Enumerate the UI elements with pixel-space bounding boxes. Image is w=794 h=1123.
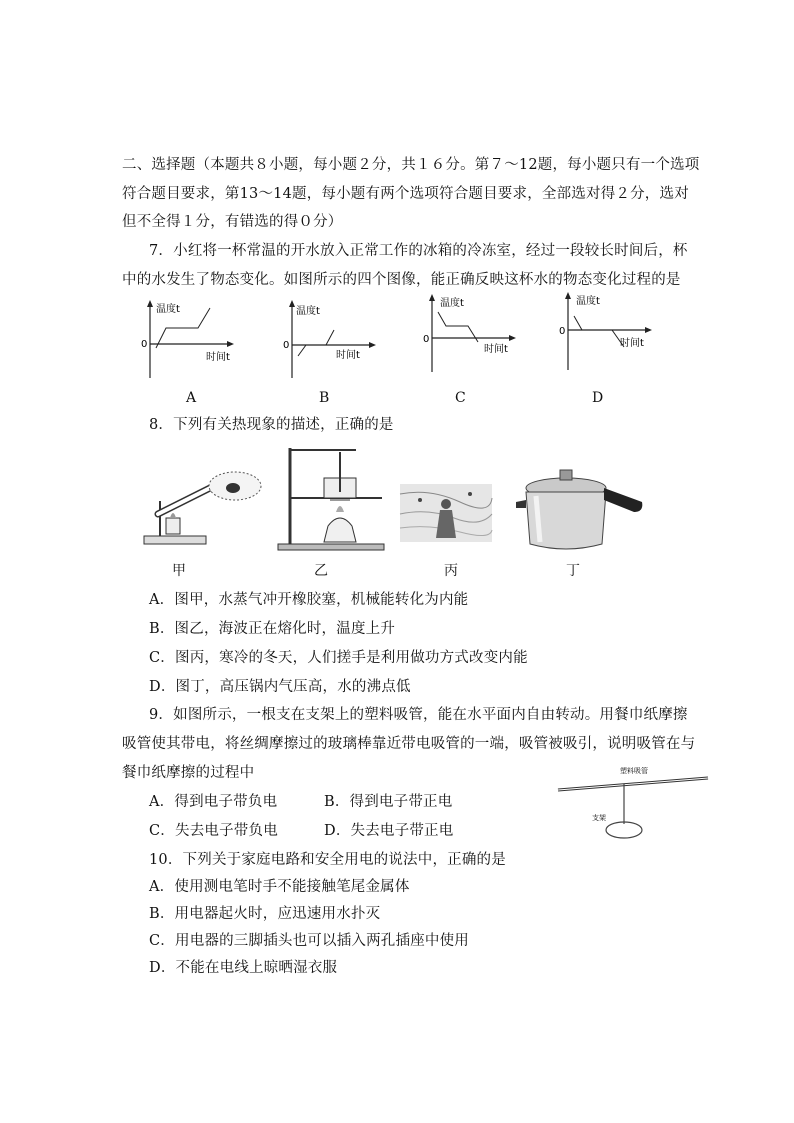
q7-graph-a	[130, 300, 240, 380]
q9-stem-line-1: 9．如图所示，一根支在支架上的塑料吸管，能在水平面内自由转动。用餐巾纸摩擦	[149, 707, 688, 723]
q7-label-d: D	[592, 390, 604, 406]
section-line-2: 符合题目要求，第13～14题，每小题有两个选项符合题目要求，全部选对得２分，选对	[122, 186, 689, 202]
q8-label-ding: 丁	[566, 563, 581, 579]
q9-straw-figure	[554, 762, 714, 842]
q8-image-bing	[400, 484, 492, 542]
q7-graph-c-origin: 0	[423, 334, 430, 345]
q9-option-c: C．失去电子带负电	[149, 823, 278, 839]
q9-option-b: B．得到电子带正电	[324, 794, 453, 810]
q8-label-jia: 甲	[172, 563, 187, 579]
q8-image-ding	[516, 466, 646, 552]
q7-graph-c-ylabel: 温度t	[440, 298, 464, 309]
q8-image-jia	[140, 466, 210, 548]
section-line-3: 但不全得１分，有错选的得０分）	[122, 214, 343, 230]
q7-graph-b	[272, 300, 382, 380]
q10-option-b: B．用电器起火时，应迅速用水扑灭	[149, 906, 381, 922]
q8-image-jia-steam	[205, 470, 265, 505]
q10-option-c: C．用电器的三脚插头也可以插入两孔插座中使用	[149, 933, 469, 949]
q7-graph-c-xlabel: 时间t	[484, 344, 508, 355]
q8-label-yi: 乙	[314, 563, 329, 579]
q7-graph-d	[548, 292, 658, 372]
q9-stand-label: 支架	[592, 814, 606, 822]
section-line-1: 二、选择题（本题共８小题，每小题２分，共１６分。第７～12题，每小题只有一个选项	[122, 157, 700, 173]
q7-graph-a-origin: 0	[141, 339, 148, 350]
q7-label-a: A	[186, 390, 197, 406]
q8-label-bing: 丙	[444, 563, 459, 579]
q8-image-yi	[276, 442, 386, 552]
q7-graph-c	[412, 294, 522, 374]
q7-graph-b-ylabel: 温度t	[296, 306, 320, 317]
q7-graph-a-ylabel: 温度t	[156, 304, 180, 315]
q8-option-c: C．图丙，寒冷的冬天，人们搓手是利用做功方式改变内能	[149, 650, 528, 666]
q7-stem-line-2: 中的水发生了物态变化。如图所示的四个图像，能正确反映这杯水的物态变化过程的是	[122, 272, 681, 288]
q7-stem-line-1: 7．小红将一杯常温的开水放入正常工作的冰箱的冷冻室，经过一段较长时间后，杯	[149, 243, 688, 259]
q9-option-d: D．失去电子带正电	[324, 823, 454, 839]
q9-straw-label: 塑料吸管	[620, 767, 648, 775]
q8-option-b: B．图乙，海波正在熔化时，温度上升	[149, 621, 396, 637]
q10-option-a: A．使用测电笔时手不能接触笔尾金属体	[149, 879, 410, 895]
q9-stem-line-3: 餐巾纸摩擦的过程中	[122, 765, 255, 781]
q10-stem: 10．下列关于家庭电路和安全用电的说法中，正确的是	[149, 852, 506, 868]
q8-option-d: D．图丁，高压锅内气压高，水的沸点低	[149, 679, 411, 695]
q7-graph-d-xlabel: 时间t	[620, 338, 644, 349]
q8-stem: 8．下列有关热现象的描述，正确的是	[149, 417, 394, 433]
q7-graph-d-origin: 0	[559, 326, 566, 337]
q7-graph-a-xlabel: 时间t	[206, 352, 230, 363]
q9-stem-line-2: 吸管使其带电，将丝绸摩擦过的玻璃棒靠近带电吸管的一端，吸管被吸引，说明吸管在与	[122, 736, 696, 752]
q7-label-b: B	[319, 390, 330, 406]
q7-graph-b-origin: 0	[283, 340, 290, 351]
q7-label-c: C	[455, 390, 466, 406]
q7-graph-d-ylabel: 温度t	[576, 296, 600, 307]
q8-option-a: A．图甲，水蒸气冲开橡胶塞，机械能转化为内能	[149, 592, 469, 608]
q9-option-a: A．得到电子带负电	[149, 794, 278, 810]
q7-graph-b-xlabel: 时间t	[336, 350, 360, 361]
q10-option-d: D．不能在电线上晾晒湿衣服	[149, 960, 338, 976]
